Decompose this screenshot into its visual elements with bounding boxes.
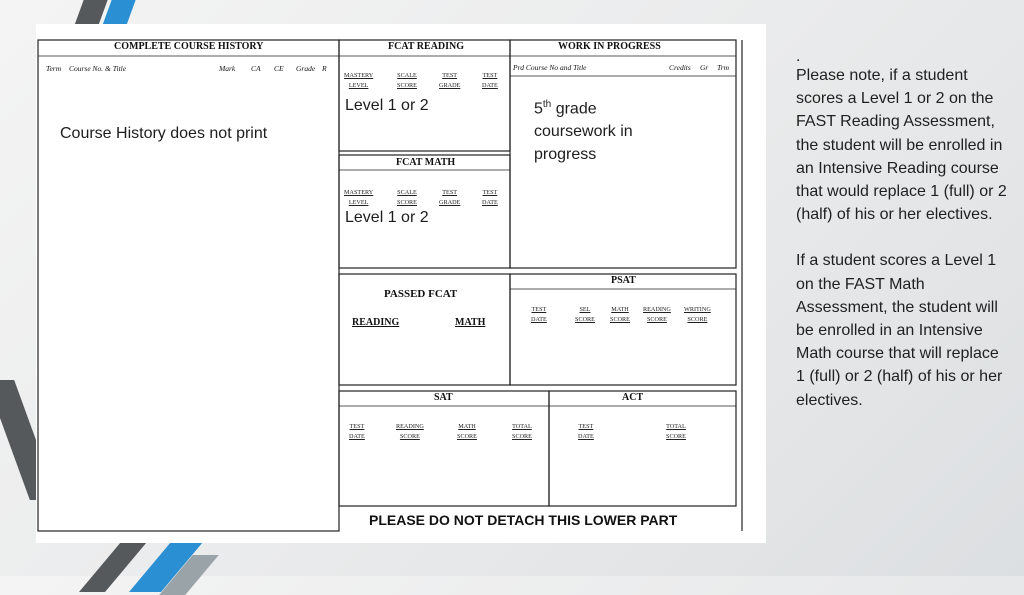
fcat-reading-overlay-level: Level 1 or 2 <box>345 97 429 114</box>
sat-title: SAT <box>434 392 453 403</box>
psat-col-math: MATH SCORE <box>610 306 630 323</box>
psat-col-test-date: TEST DATE <box>531 306 547 323</box>
act-title: ACT <box>622 392 644 403</box>
wip-col-course: Prd Course No and Title <box>513 63 587 72</box>
sat-col-total: TOTAL SCORE <box>512 423 532 440</box>
work-in-progress-title: WORK IN PROGRESS <box>558 41 661 52</box>
course-history-col-course: Course No. & Title <box>69 64 127 73</box>
course-history-col-ca: CA <box>251 64 261 73</box>
fcat-reading-title: FCAT READING <box>388 41 465 52</box>
wip-overlay-note: 5th grade coursework in progress <box>534 99 633 164</box>
sat-col-test-date: TEST DATE <box>349 423 365 440</box>
passed-fcat-math: MATH <box>455 317 486 328</box>
course-history-col-r: R <box>322 64 327 73</box>
fcat-reading-col-mastery: MASTERY LEVEL <box>344 72 374 89</box>
psat-col-writing: WRITING SCORE <box>684 306 711 323</box>
wip-col-gr: Gr <box>700 63 709 72</box>
fcat-math-overlay-level: Level 1 or 2 <box>345 209 429 226</box>
fcat-reading-col-test-date: TEST DATE <box>482 72 498 89</box>
wip-col-trm: Trm <box>717 63 730 72</box>
psat-col-reading: READING SCORE <box>643 306 671 323</box>
fcat-math-col-test-grade: TEST GRADE <box>439 189 461 206</box>
course-history-col-ce: CE <box>274 64 284 73</box>
fcat-math-col-test-date: TEST DATE <box>482 189 498 206</box>
fcat-reading-col-scale: SCALE SCORE <box>397 72 417 89</box>
note-paragraph-math: If a student scores a Level 1 on the FAST Math Assessment, the student will be enrolled in an Intensive Math course that will replace 1 (full) or 2 (half) of his or her electives. <box>796 252 1003 409</box>
transcript-form-image <box>36 24 766 543</box>
passed-fcat-title: PASSED FCAT <box>384 288 458 300</box>
psat-title: PSAT <box>611 275 636 286</box>
course-history-col-mark: Mark <box>219 64 236 73</box>
course-history-col-grade: Grade <box>296 64 316 73</box>
wip-col-credits: Credits <box>669 63 691 72</box>
passed-fcat-reading: READING <box>352 317 400 328</box>
act-col-total: TOTAL SCORE <box>666 423 686 440</box>
course-history-title: COMPLETE COURSE HISTORY <box>114 41 264 52</box>
fcat-math-title: FCAT MATH <box>396 157 456 168</box>
course-history-overlay-note: Course History does not print <box>60 125 268 142</box>
fcat-math-col-scale: SCALE SCORE <box>397 189 417 206</box>
detach-notice: PLEASE DO NOT DETACH THIS LOWER PART <box>369 512 678 528</box>
act-col-test-date: TEST DATE <box>578 423 594 440</box>
fcat-reading-col-test-grade: TEST GRADE <box>439 72 461 89</box>
note-dot: . <box>796 48 801 65</box>
sat-col-reading: READING SCORE <box>396 423 424 440</box>
fcat-math-col-mastery: MASTERY LEVEL <box>344 189 374 206</box>
enrollment-note <box>796 50 1008 412</box>
psat-col-sel: SEL SCORE <box>575 306 595 323</box>
sat-col-math: MATH SCORE <box>457 423 477 440</box>
note-paragraph-reading: Please note, if a student scores a Level 1 or 2 on the FAST Reading Assessment, the student will be enrolled in an Intensive Reading course that would replace 1 (full) or 2 (half) of his or her electives. <box>796 67 1007 224</box>
course-history-col-term: Term <box>46 64 62 73</box>
